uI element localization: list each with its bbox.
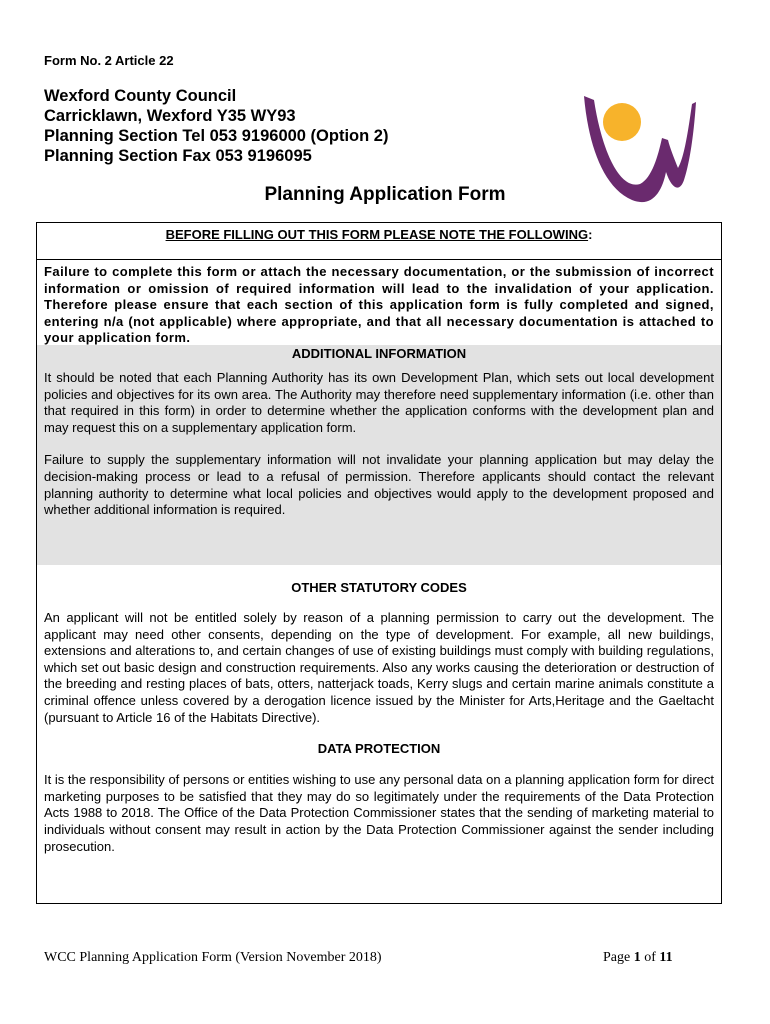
footer-total-pages: 11 bbox=[659, 950, 673, 965]
notice-heading-colon: : bbox=[588, 227, 593, 242]
data-protection-title: DATA PROTECTION bbox=[317, 741, 441, 757]
warning-text: Failure to complete this form or attach the necessary documentation, or the submission of incorrect information or omission of required information will lead to the invalidation of your application. Therefore please ensure that each section of this application form is fully completed and signed, entering n/a (not applicable) where appropriate, and that all necessary documentation is attached to your application form. bbox=[44, 264, 714, 345]
footer-of-word: of bbox=[644, 950, 656, 965]
additional-info-paragraph-1: It should be noted that each Planning Authority has its own Development Plan, which sets out local development policies and objectives for its own area. The Authority may therefore need supplementary information (i.e. other than that required in this form) in order to determine whether the application conforms with the development plan and may request this on a supplementary application form. bbox=[44, 370, 714, 435]
statutory-codes-paragraph: An applicant will not be entitled solely by reason of a planning permission to carry out the development. The applicant may need other consents, depending on the type of development. For example, all new buildings, extensions and alterations to, and certain changes of use of existing buildings must comply with building regulations, which set out basic design and construction requirements. Also any works causing the deterioration or destruction of the breeding and resting places of bats, otters, natterjack toads, Kerry slugs and certain marine animals constitute a criminal offence unless covered by a derogation licence issued by the Minister for Arts,Heritage and the Gaeltacht (pursuant to Article 16 of the Habitats Directive). bbox=[44, 610, 714, 725]
council-name: Wexford County Council bbox=[44, 87, 237, 105]
form-number: Form No. 2 Article 22 bbox=[44, 53, 174, 68]
notice-box bbox=[36, 222, 722, 904]
council-address-line: Carricklawn, Wexford Y35 WY93 bbox=[44, 107, 296, 125]
data-protection-paragraph: It is the responsibility of persons or entities wishing to use any personal data on a planning application form for direct marketing purposes to be satisfied that they may do so legitimately under the requirements of the Data Protection Acts 1988 to 2018. The Office of the Data Protection Commissioner states that the sending of marketing material to individuals without consent may result in action by the Data Protection Commissioner against the sender including prosecution. bbox=[44, 772, 714, 854]
statutory-codes-section bbox=[37, 579, 721, 855]
footer-current-page: 1 bbox=[633, 950, 641, 965]
notice-heading-text: BEFORE FILLING OUT THIS FORM PLEASE NOTE THE FOLLOWING bbox=[165, 227, 589, 242]
additional-information-title: ADDITIONAL INFORMATION bbox=[291, 346, 467, 361]
council-address bbox=[44, 86, 388, 166]
logo-orange-sun bbox=[603, 103, 641, 141]
footer-page-number bbox=[603, 950, 673, 966]
footer-version: WCC Planning Application Form (Version November 2018) bbox=[44, 950, 382, 965]
statutory-codes-title: OTHER STATUTORY CODES bbox=[291, 580, 467, 595]
footer-page-word: Page bbox=[603, 950, 631, 965]
additional-info-paragraph-2: Failure to supply the supplementary information will not invalidate your planning application but may delay the decision-making process or lead to a refusal of permission. Therefore applicants should contact the relevant planning authority to determine what local policies and objectives would apply to the development proposed and whether additional information is required. bbox=[44, 452, 714, 518]
council-fax: Planning Section Fax 053 9196095 bbox=[44, 147, 312, 165]
notice-heading bbox=[37, 223, 721, 260]
page-title: Planning Application Form bbox=[264, 184, 506, 205]
additional-information-section bbox=[37, 345, 721, 565]
council-phone: Planning Section Tel 053 9196000 (Option 2) bbox=[44, 127, 389, 145]
